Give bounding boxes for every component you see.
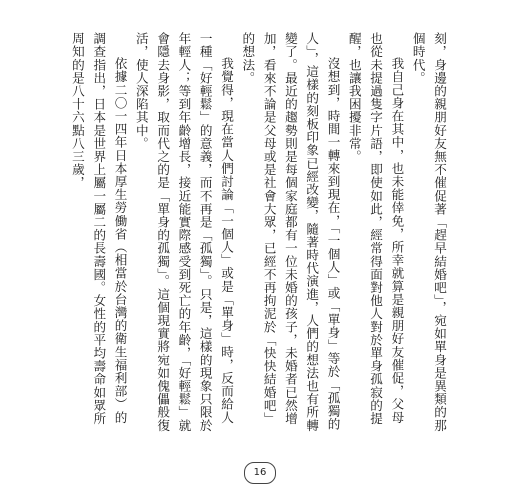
paragraph: 我覺得，現在當人們討論「一個人」或是「單身」時，反而給人一種「好輕鬆」的意義，而不再是「孤獨」。只是，這樣的現象只限於年輕人；等到年齡增長，接近能實際感受到死亡的年齡，「好輕鬆」就會隱去身影，取而代之的是「單身的孤獨」。這個現實將宛如傀儡般復活，使人深陷其中。	[133, 32, 235, 432]
page-number: 16	[244, 462, 276, 484]
paragraph: 依據二〇一四年日本厚生勞働省（相當於台灣的衛生福利部）的調查指出，日本是世界上屬一屬二的長壽國。女性的平均壽命如眾所周知的是八十六點八三歲，	[69, 32, 128, 425]
paragraph: 沒想到，時間一轉來到現在，「一個人」或「單身」等於「孤獨的人」，這樣的刻板印象已經改變，隨著時代演進，人們的想法也有所轉變了。最近的趨勢則是每個家庭都有一位未婚的孩子，未婚者已然增加，看來不論是父母或是社會大眾，已經不再拘泥於「快快結婚吧」的想法。	[240, 32, 341, 432]
paragraph: 我自己身在其中，也未能倖免，所幸就算是親朋好友催促，父母也從未提過隻字片語，即使如此，經常得面對他人對於單身孤寂的提醒，也讓我困擾非常。	[346, 32, 405, 425]
paragraph: 刻，身邊的親朋好友無不催促著「趕早結婚吧」，宛如單身是異類的那個時代。	[410, 32, 447, 432]
vertical-text-body	[60, 32, 450, 432]
